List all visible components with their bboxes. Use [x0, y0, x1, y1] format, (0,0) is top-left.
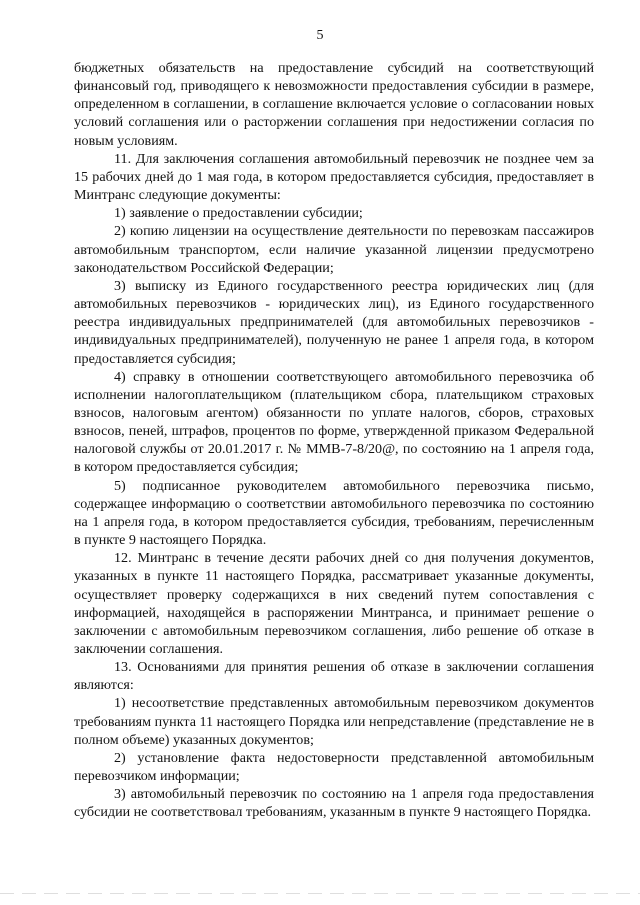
- paragraph-clause-12: 12. Минтранс в течение десяти рабочих дней со дня получения документов, указанных в пункте 11 настоящего Порядка, рассматривает указанные документы, осуществляет проверку содержащихся в них сведений путем сопоставления с информацией, находящейся в распоряжении Минтранса, и принимает решение о заключении с автомобильным перевозчиком соглашения, либо решение об отказе в заключении соглашения.: [74, 550, 594, 657]
- paragraph-continuation: бюджетных обязательств на предоставление субсидий на соответствующий финансовый год, приводящего к невозможности предоставления субсидии в размере, определенном в соглашении, в соглашение включается условие о согласовании новых условий соглашения или о расторжении соглашения при недостижении согласия по новым условиям.: [74, 60, 594, 149]
- paragraph-clause-11-item-3: 3) выписку из Единого государственного реестра юридических лиц (для автомобильных перевозчиков - юридических лиц), из Единого государственного реестра индивидуальных предпринимателей (для автомобильных перевозчиков - индивидуальных предпринимателей), полученную не ранее 1 апреля года, в котором предоставляется субсидия;: [74, 277, 594, 367]
- paragraph-clause-11-item-1: 1) заявление о предоставлении субсидии;: [114, 205, 363, 222]
- paragraph-clause-11-item-5: 5) подписанное руководителем автомобильного перевозчика письмо, содержащее информацию о соответствии автомобильного перевозчика по состоянию на 1 апреля года, в котором предоставляется субсидия, требованиям, перечисленным в пункте 9 настоящего Порядка.: [74, 477, 594, 549]
- paragraph-clause-13-item-3: 3) автомобильный перевозчик по состоянию на 1 апреля года предоставления субсидии не соответствовал требованиям, указанным в пункте 9 настоящего Порядка.: [74, 786, 594, 821]
- paragraph-clause-11-item-2: 2) копию лицензии на осуществление деятельности по перевозкам пассажиров автомобильным транспортом, если наличие указанной лицензии предусмотрено законодательством Российской Федерации;: [74, 223, 594, 276]
- paragraph-clause-13: 13. Основаниями для принятия решения об отказе в заключении соглашения являются:: [74, 659, 594, 694]
- paragraph-clause-13-item-1: 1) несоответствие представленных автомобильным перевозчиком документов требованиям пункта 11 настоящего Порядка или непредставление (представление не в полном объеме) указанных документов;: [74, 695, 595, 748]
- scan-bottom-edge: [0, 893, 640, 894]
- document-body: [74, 59, 594, 822]
- paragraph-clause-13-item-2: 2) установление факта недостоверности представленной автомобильным перевозчиком информации;: [74, 749, 594, 785]
- paragraph-clause-11: 11. Для заключения соглашения автомобильный перевозчик не позднее чем за 15 рабочих дней до 1 мая года, в котором предоставляется субсидия, предоставляет в Минтранс следующие документы:: [74, 150, 594, 204]
- paragraph-clause-11-item-4: 4) справку в отношении соответствующего автомобильного перевозчика об исполнении налогоплательщиком (плательщиком сбора, плательщиком страховых взносов, налоговым агентом) обязанности по уплате налогов, сборов, страховых взносов, пеней, штрафов, процентов по форме, утвержденной приказом Федеральной налоговой службы от 20.01.2017 г. № ММВ-7-8/20@, по состоянию на 1 апреля года, в котором предоставляется субсидия;: [74, 368, 594, 476]
- page-number: 5: [316, 28, 324, 43]
